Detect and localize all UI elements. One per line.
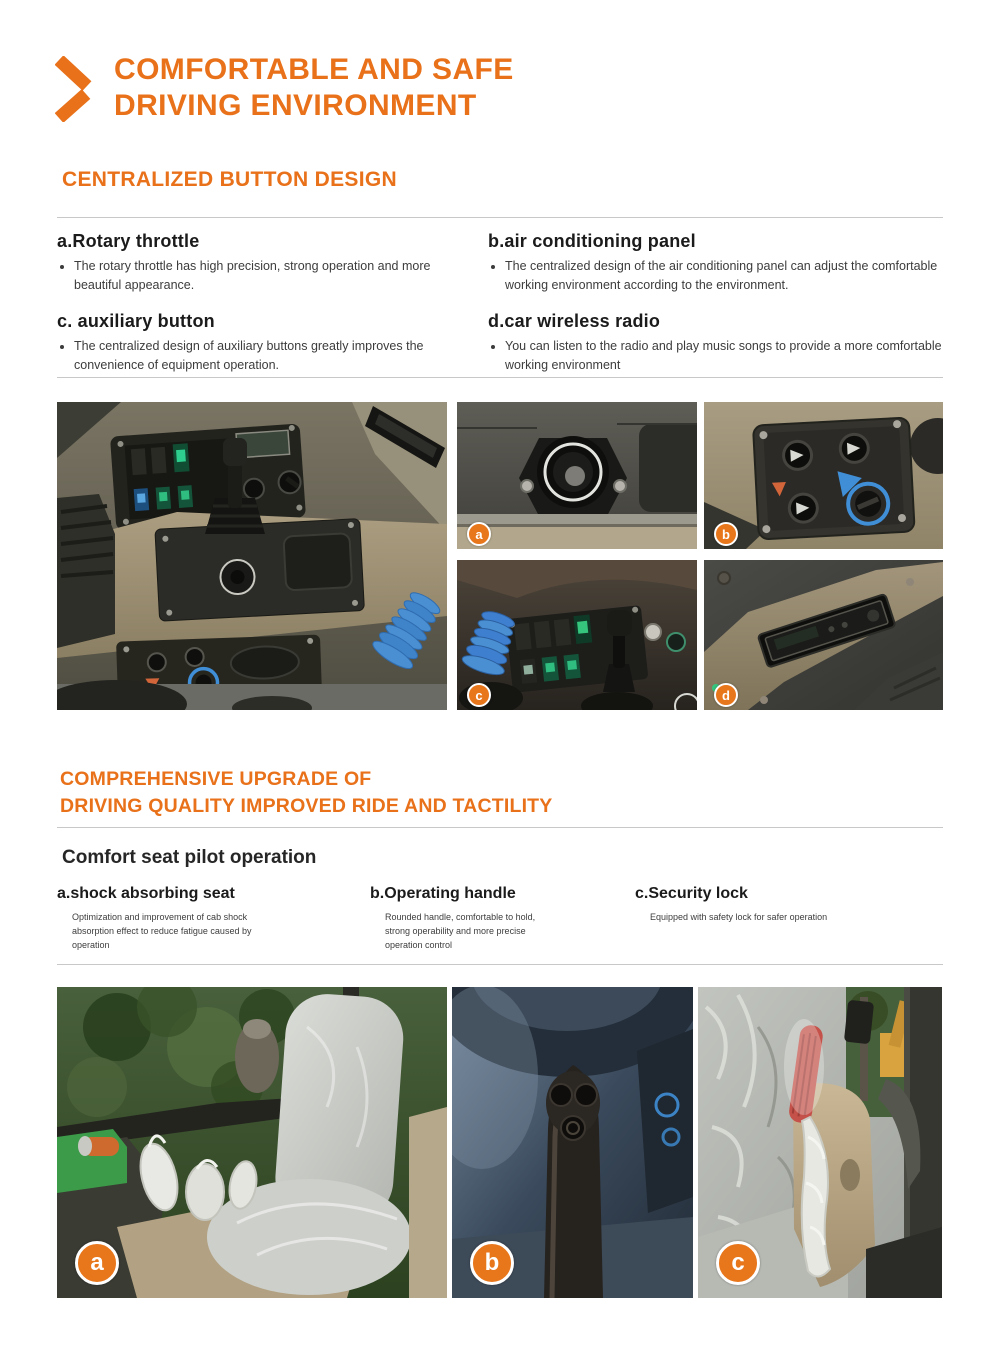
section1-feature-list — [57, 231, 943, 391]
photo-security-lock-seat — [698, 987, 942, 1298]
feature-auxiliary-button — [57, 311, 488, 391]
chevron-right-icon — [55, 56, 93, 122]
section1-heading: CENTRALIZED BUTTON DESIGN — [62, 168, 397, 191]
feature-shock-absorbing-seat — [57, 885, 280, 953]
feature-title: c.Security lock — [635, 885, 748, 902]
feature-title: c. auxiliary button — [57, 311, 215, 331]
photo-badge-a: a — [467, 522, 491, 546]
photo-badge-b: b — [470, 1241, 514, 1285]
feature-title: b.air conditioning panel — [488, 231, 696, 251]
feature-title: a.shock absorbing seat — [57, 885, 235, 902]
photo-car-wireless-radio — [704, 560, 943, 710]
photo-rotary-throttle — [457, 402, 697, 549]
feature-title: d.car wireless radio — [488, 311, 661, 331]
page-title — [114, 52, 514, 124]
photo-badge-d: d — [714, 683, 738, 707]
feature-title: b.Operating handle — [370, 885, 516, 902]
feature-security-lock — [635, 885, 860, 925]
feature-car-wireless-radio — [488, 311, 977, 391]
photo-cab-console-overview — [57, 402, 447, 710]
divider — [57, 827, 943, 828]
photo-badge-c: c — [467, 683, 491, 707]
divider — [57, 217, 943, 218]
page-title-line1: COMFORTABLE AND SAFE — [114, 53, 514, 86]
divider — [57, 377, 943, 378]
feature-desc: • The rotary throttle has high precision, strong operation and more beautiful appearance. — [74, 257, 436, 294]
feature-desc: • The centralized design of auxiliary buttons greatly improves the convenience of equipment operation. — [74, 337, 442, 374]
photo-operating-handle — [452, 987, 693, 1298]
feature-desc: Equipped with safety lock for safer operation — [650, 912, 828, 922]
feature-operating-handle — [370, 885, 559, 953]
photo-air-conditioning-panel — [704, 402, 943, 549]
photo-badge-a: a — [75, 1241, 119, 1285]
feature-desc: Rounded handle, comfortable to hold, strong operability and more precise operation control — [385, 912, 536, 950]
section2-subheading: Comfort seat pilot operation — [62, 847, 317, 868]
section2-heading-line2: DRIVING QUALITY IMPROVED RIDE AND TACTILITY — [60, 795, 553, 817]
section2-heading — [60, 766, 553, 820]
feature-desc: • You can listen to the radio and play music songs to provide a more comfortable working environment — [505, 337, 977, 374]
photo-badge-c: c — [716, 1241, 760, 1285]
page-title-line2: DRIVING ENVIRONMENT — [114, 89, 477, 122]
section2-heading-line1: COMPREHENSIVE UPGRADE OF — [60, 768, 372, 790]
photo-shock-absorbing-seat — [57, 987, 447, 1298]
feature-air-conditioning-panel — [488, 231, 977, 311]
divider — [57, 964, 943, 965]
photo-auxiliary-buttons — [457, 560, 697, 710]
feature-desc: • The centralized design of the air conditioning panel can adjust the comfortable working environment according to the environment. — [505, 257, 957, 294]
feature-title: a.Rotary throttle — [57, 231, 200, 251]
feature-desc: Optimization and improvement of cab shock absorption effect to reduce fatigue caused by operation — [72, 912, 252, 950]
photo-badge-b: b — [714, 522, 738, 546]
feature-rotary-throttle — [57, 231, 488, 311]
